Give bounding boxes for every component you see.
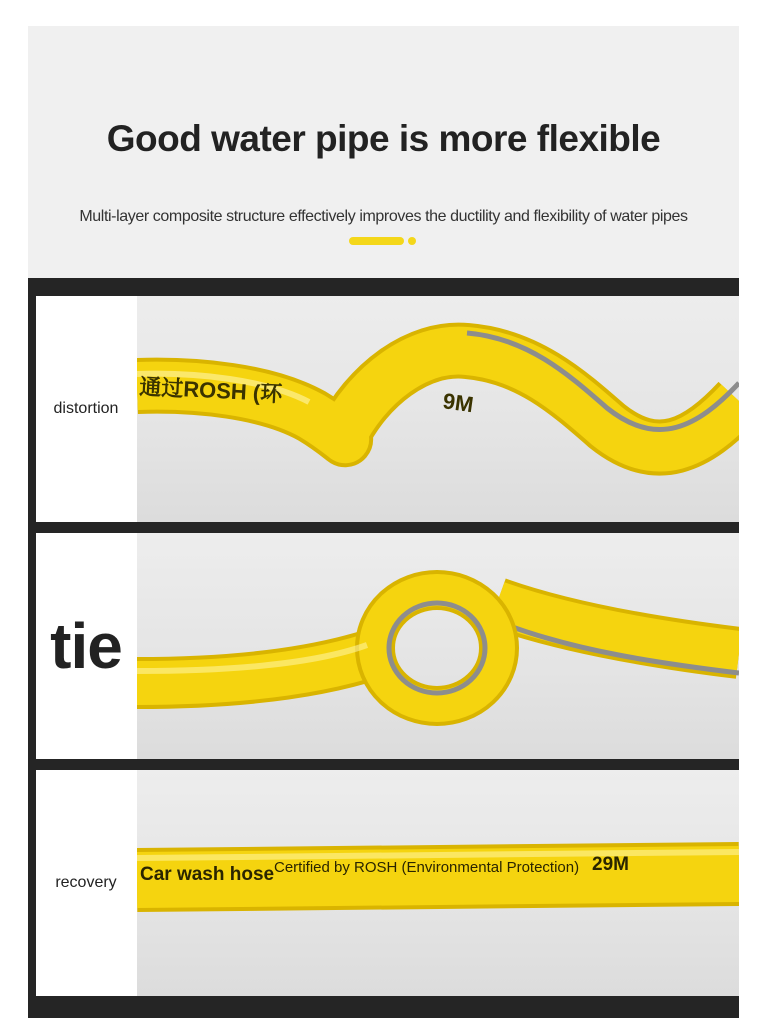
hose-knot-photo (137, 533, 739, 759)
panel-distortion (36, 296, 739, 522)
panel-recovery (36, 770, 739, 996)
hose-twist-photo (137, 296, 739, 522)
panel-label-tie: tie (50, 610, 122, 682)
header-section (28, 26, 739, 278)
hose-length-text: 29M (592, 854, 629, 875)
comparison-frame (28, 278, 739, 1018)
accent-bar (349, 237, 404, 245)
hose-length-text: 9M (441, 388, 476, 418)
panel-label-recovery: recovery (55, 874, 117, 891)
hose-certification-text: Certified by ROSH (Environmental Protection) (274, 859, 580, 876)
panel-tie (36, 533, 739, 759)
page-subtitle: Multi-layer composite structure effectively improves the ductility and flexibility of water pipes (79, 208, 688, 225)
panel-label-distortion: distortion (53, 400, 119, 417)
hose-straight-photo (137, 770, 739, 996)
knotted-hose-illustration (137, 533, 739, 759)
twisted-hose-illustration (137, 296, 739, 522)
hose-label-text: Car wash hose (140, 864, 275, 885)
hose-print-text: 通过ROSH (环 (138, 374, 283, 407)
accent-dot (408, 237, 416, 245)
straight-hose-illustration (137, 770, 739, 996)
page-title: Good water pipe is more flexible (106, 118, 661, 159)
